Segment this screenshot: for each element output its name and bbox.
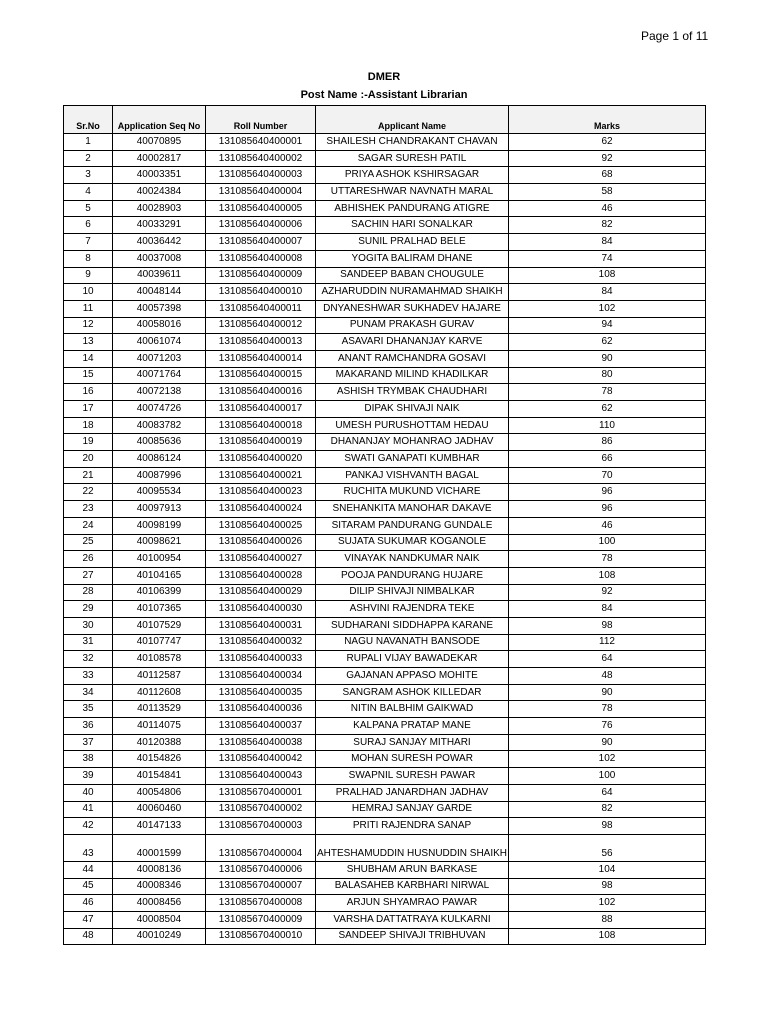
cell-applicant-name: PRITI RAJENDRA SANAP bbox=[316, 818, 509, 835]
cell-marks: 90 bbox=[509, 684, 706, 701]
cell-applicant-name: DNYANESHWAR SUKHADEV HAJARE bbox=[316, 300, 509, 317]
cell-sr-no: 1 bbox=[64, 134, 113, 151]
cell-marks: 48 bbox=[509, 668, 706, 685]
table-row bbox=[64, 818, 706, 835]
cell-marks: 78 bbox=[509, 384, 706, 401]
document-subtitle: Post Name :-Assistant Librarian bbox=[300, 89, 468, 101]
cell-applicant-name: ANANT RAMCHANDRA GOSAVI bbox=[316, 350, 509, 367]
cell-applicant-name: DIPAK SHIVAJI NAIK bbox=[316, 401, 509, 418]
cell-applicant-name: ABHISHEK PANDURANG ATIGRE bbox=[316, 200, 509, 217]
cell-sr-no: 6 bbox=[64, 217, 113, 234]
cell-application-seq-no: 40112587 bbox=[113, 668, 206, 685]
cell-marks: 98 bbox=[509, 818, 706, 835]
cell-application-seq-no: 40098621 bbox=[113, 534, 206, 551]
cell-application-seq-no: 40106399 bbox=[113, 584, 206, 601]
cell-application-seq-no: 40108578 bbox=[113, 651, 206, 668]
cell-roll-number: 131085640400042 bbox=[206, 751, 316, 768]
cell-marks: 108 bbox=[509, 267, 706, 284]
cell-applicant-name: HEMRAJ SANJAY GARDE bbox=[316, 801, 509, 818]
cell-sr-no: 38 bbox=[64, 751, 113, 768]
cell-application-seq-no: 40039611 bbox=[113, 267, 206, 284]
table-row bbox=[64, 451, 706, 468]
cell-sr-no: 41 bbox=[64, 801, 113, 818]
table-row bbox=[64, 895, 706, 912]
cell-roll-number: 131085640400011 bbox=[206, 300, 316, 317]
cell-marks: 84 bbox=[509, 601, 706, 618]
cell-sr-no: 22 bbox=[64, 484, 113, 501]
cell-applicant-name: SANDEEP BABAN CHOUGULE bbox=[316, 267, 509, 284]
cell-sr-no: 39 bbox=[64, 768, 113, 785]
cell-marks: 78 bbox=[509, 551, 706, 568]
cell-marks: 98 bbox=[509, 617, 706, 634]
cell-sr-no: 45 bbox=[64, 878, 113, 895]
table-row bbox=[64, 367, 706, 384]
cell-applicant-name: VINAYAK NANDKUMAR NAIK bbox=[316, 551, 509, 568]
table-row bbox=[64, 300, 706, 317]
cell-sr-no: 31 bbox=[64, 634, 113, 651]
cell-sr-no: 29 bbox=[64, 601, 113, 618]
cell-marks: 100 bbox=[509, 768, 706, 785]
cell-roll-number: 131085640400008 bbox=[206, 250, 316, 267]
table-row bbox=[64, 534, 706, 551]
cell-roll-number: 131085640400003 bbox=[206, 167, 316, 184]
cell-applicant-name: UTTARESHWAR NAVNATH MARAL bbox=[316, 184, 509, 201]
cell-applicant-name: RUCHITA MUKUND VICHARE bbox=[316, 484, 509, 501]
col-header-roll-number: Roll Number bbox=[206, 106, 316, 134]
cell-sr-no: 25 bbox=[64, 534, 113, 551]
cell-marks: 102 bbox=[509, 300, 706, 317]
cell-marks: 108 bbox=[509, 567, 706, 584]
cell-application-seq-no: 40113529 bbox=[113, 701, 206, 718]
cell-application-seq-no: 40154841 bbox=[113, 768, 206, 785]
cell-marks: 108 bbox=[509, 928, 706, 945]
cell-marks: 96 bbox=[509, 501, 706, 518]
cell-applicant-name: RUPALI VIJAY BAWADEKAR bbox=[316, 651, 509, 668]
cell-sr-no: 21 bbox=[64, 467, 113, 484]
table-row bbox=[64, 751, 706, 768]
cell-applicant-name: SURAJ SANJAY MITHARI bbox=[316, 734, 509, 751]
cell-roll-number: 131085640400007 bbox=[206, 234, 316, 251]
cell-roll-number: 131085640400021 bbox=[206, 467, 316, 484]
cell-marks: 102 bbox=[509, 895, 706, 912]
cell-marks: 92 bbox=[509, 150, 706, 167]
table-row bbox=[64, 150, 706, 167]
cell-sr-no: 15 bbox=[64, 367, 113, 384]
cell-roll-number: 131085640400038 bbox=[206, 734, 316, 751]
cell-applicant-name: SANDEEP SHIVAJI TRIBHUVAN bbox=[316, 928, 509, 945]
cell-applicant-name: ASHISH TRYMBAK CHAUDHARI bbox=[316, 384, 509, 401]
cell-applicant-name: ARJUN SHYAMRAO PAWAR bbox=[316, 895, 509, 912]
cell-application-seq-no: 40074726 bbox=[113, 401, 206, 418]
cell-application-seq-no: 40010249 bbox=[113, 928, 206, 945]
table-row bbox=[64, 134, 706, 151]
cell-application-seq-no: 40008456 bbox=[113, 895, 206, 912]
cell-application-seq-no: 40072138 bbox=[113, 384, 206, 401]
cell-sr-no: 8 bbox=[64, 250, 113, 267]
cell-application-seq-no: 40114075 bbox=[113, 718, 206, 735]
cell-sr-no: 40 bbox=[64, 784, 113, 801]
table-row bbox=[64, 501, 706, 518]
cell-sr-no: 17 bbox=[64, 401, 113, 418]
cell-roll-number: 131085640400012 bbox=[206, 317, 316, 334]
table-row bbox=[64, 184, 706, 201]
table-header-row bbox=[64, 106, 706, 134]
cell-application-seq-no: 40107365 bbox=[113, 601, 206, 618]
cell-applicant-name: DHANANJAY MOHANRAO JADHAV bbox=[316, 434, 509, 451]
cell-roll-number: 131085670400009 bbox=[206, 911, 316, 928]
cell-application-seq-no: 40002817 bbox=[113, 150, 206, 167]
table-row bbox=[64, 267, 706, 284]
col-header-applicant-name: Applicant Name bbox=[316, 106, 509, 134]
cell-application-seq-no: 40008136 bbox=[113, 861, 206, 878]
cell-sr-no: 3 bbox=[64, 167, 113, 184]
cell-applicant-name: UMESH PURUSHOTTAM HEDAU bbox=[316, 417, 509, 434]
results-table bbox=[63, 105, 706, 945]
cell-marks: 94 bbox=[509, 317, 706, 334]
cell-marks: 76 bbox=[509, 718, 706, 735]
cell-applicant-name: SITARAM PANDURANG GUNDALE bbox=[316, 517, 509, 534]
cell-applicant-name: SUDHARANI SIDDHAPPA KARANE bbox=[316, 617, 509, 634]
cell-marks: 84 bbox=[509, 284, 706, 301]
cell-marks: 90 bbox=[509, 350, 706, 367]
cell-sr-no: 9 bbox=[64, 267, 113, 284]
cell-roll-number: 131085640400030 bbox=[206, 601, 316, 618]
cell-application-seq-no: 40120388 bbox=[113, 734, 206, 751]
table-row bbox=[64, 217, 706, 234]
cell-marks: 70 bbox=[509, 467, 706, 484]
cell-sr-no: 35 bbox=[64, 701, 113, 718]
table-row bbox=[64, 234, 706, 251]
cell-sr-no: 5 bbox=[64, 200, 113, 217]
cell-applicant-name: NAGU NAVANATH BANSODE bbox=[316, 634, 509, 651]
cell-roll-number: 131085670400006 bbox=[206, 861, 316, 878]
table-row bbox=[64, 401, 706, 418]
cell-roll-number: 131085640400043 bbox=[206, 768, 316, 785]
cell-sr-no: 18 bbox=[64, 417, 113, 434]
table-row bbox=[64, 784, 706, 801]
table-row bbox=[64, 617, 706, 634]
table-row bbox=[64, 517, 706, 534]
cell-application-seq-no: 40028903 bbox=[113, 200, 206, 217]
cell-applicant-name: VARSHA DATTATRAYA KULKARNI bbox=[316, 911, 509, 928]
cell-roll-number: 131085670400007 bbox=[206, 878, 316, 895]
cell-applicant-name: PRALHAD JANARDHAN JADHAV bbox=[316, 784, 509, 801]
table-row bbox=[64, 928, 706, 945]
cell-applicant-name: ASAVARI DHANANJAY KARVE bbox=[316, 334, 509, 351]
table-row bbox=[64, 434, 706, 451]
cell-applicant-name: AHTESHAMUDDIN HUSNUDDIN SHAIKH bbox=[316, 834, 509, 861]
col-header-marks: Marks bbox=[509, 106, 706, 134]
cell-roll-number: 131085640400001 bbox=[206, 134, 316, 151]
cell-marks: 102 bbox=[509, 751, 706, 768]
cell-application-seq-no: 40008504 bbox=[113, 911, 206, 928]
cell-sr-no: 24 bbox=[64, 517, 113, 534]
document-title: DMER bbox=[367, 71, 401, 83]
table-row bbox=[64, 417, 706, 434]
cell-roll-number: 131085640400010 bbox=[206, 284, 316, 301]
cell-marks: 74 bbox=[509, 250, 706, 267]
cell-applicant-name: SUNIL PRALHAD BELE bbox=[316, 234, 509, 251]
cell-sr-no: 46 bbox=[64, 895, 113, 912]
cell-marks: 46 bbox=[509, 200, 706, 217]
cell-sr-no: 23 bbox=[64, 501, 113, 518]
cell-applicant-name: NITIN BALBHIM GAIKWAD bbox=[316, 701, 509, 718]
table-row bbox=[64, 284, 706, 301]
table-row bbox=[64, 467, 706, 484]
table-row bbox=[64, 334, 706, 351]
cell-application-seq-no: 40085636 bbox=[113, 434, 206, 451]
cell-applicant-name: SAGAR SURESH PATIL bbox=[316, 150, 509, 167]
cell-applicant-name: YOGITA BALIRAM DHANE bbox=[316, 250, 509, 267]
cell-application-seq-no: 40098199 bbox=[113, 517, 206, 534]
cell-applicant-name: PANKAJ VISHVANTH BAGAL bbox=[316, 467, 509, 484]
table-row bbox=[64, 200, 706, 217]
cell-sr-no: 32 bbox=[64, 651, 113, 668]
cell-application-seq-no: 40001599 bbox=[113, 834, 206, 861]
cell-application-seq-no: 40071764 bbox=[113, 367, 206, 384]
cell-application-seq-no: 40087996 bbox=[113, 467, 206, 484]
table-row bbox=[64, 584, 706, 601]
cell-application-seq-no: 40037008 bbox=[113, 250, 206, 267]
cell-applicant-name: SWATI GANAPATI KUMBHAR bbox=[316, 451, 509, 468]
table-row bbox=[64, 701, 706, 718]
cell-roll-number: 131085670400003 bbox=[206, 818, 316, 835]
table-row bbox=[64, 601, 706, 618]
table-row bbox=[64, 634, 706, 651]
cell-application-seq-no: 40024384 bbox=[113, 184, 206, 201]
cell-applicant-name: SHAILESH CHANDRAKANT CHAVAN bbox=[316, 134, 509, 151]
cell-application-seq-no: 40061074 bbox=[113, 334, 206, 351]
cell-sr-no: 37 bbox=[64, 734, 113, 751]
cell-roll-number: 131085640400014 bbox=[206, 350, 316, 367]
cell-application-seq-no: 40008346 bbox=[113, 878, 206, 895]
cell-application-seq-no: 40071203 bbox=[113, 350, 206, 367]
table-row bbox=[64, 861, 706, 878]
table-row bbox=[64, 567, 706, 584]
table-row bbox=[64, 250, 706, 267]
table-row bbox=[64, 350, 706, 367]
cell-applicant-name: AZHARUDDIN NURAMAHMAD SHAIKH bbox=[316, 284, 509, 301]
cell-sr-no: 26 bbox=[64, 551, 113, 568]
cell-roll-number: 131085640400020 bbox=[206, 451, 316, 468]
cell-sr-no: 47 bbox=[64, 911, 113, 928]
cell-applicant-name: MAKARAND MILIND KHADILKAR bbox=[316, 367, 509, 384]
cell-roll-number: 131085640400035 bbox=[206, 684, 316, 701]
table-row bbox=[64, 734, 706, 751]
cell-marks: 64 bbox=[509, 784, 706, 801]
cell-application-seq-no: 40154826 bbox=[113, 751, 206, 768]
cell-application-seq-no: 40060460 bbox=[113, 801, 206, 818]
cell-roll-number: 131085640400028 bbox=[206, 567, 316, 584]
cell-roll-number: 131085640400006 bbox=[206, 217, 316, 234]
table-row bbox=[64, 801, 706, 818]
cell-application-seq-no: 40036442 bbox=[113, 234, 206, 251]
cell-application-seq-no: 40054806 bbox=[113, 784, 206, 801]
cell-sr-no: 27 bbox=[64, 567, 113, 584]
cell-roll-number: 131085640400018 bbox=[206, 417, 316, 434]
cell-roll-number: 131085640400034 bbox=[206, 668, 316, 685]
cell-sr-no: 30 bbox=[64, 617, 113, 634]
cell-marks: 58 bbox=[509, 184, 706, 201]
cell-applicant-name: SHUBHAM ARUN BARKASE bbox=[316, 861, 509, 878]
cell-applicant-name: SUJATA SUKUMAR KOGANOLE bbox=[316, 534, 509, 551]
cell-roll-number: 131085640400002 bbox=[206, 150, 316, 167]
cell-applicant-name: KALPANA PRATAP MANE bbox=[316, 718, 509, 735]
cell-roll-number: 131085640400025 bbox=[206, 517, 316, 534]
cell-sr-no: 34 bbox=[64, 684, 113, 701]
cell-sr-no: 12 bbox=[64, 317, 113, 334]
cell-roll-number: 131085640400031 bbox=[206, 617, 316, 634]
cell-roll-number: 131085640400024 bbox=[206, 501, 316, 518]
cell-roll-number: 131085640400009 bbox=[206, 267, 316, 284]
cell-sr-no: 20 bbox=[64, 451, 113, 468]
cell-marks: 84 bbox=[509, 234, 706, 251]
cell-application-seq-no: 40107529 bbox=[113, 617, 206, 634]
cell-marks: 78 bbox=[509, 701, 706, 718]
cell-roll-number: 131085640400017 bbox=[206, 401, 316, 418]
cell-sr-no: 44 bbox=[64, 861, 113, 878]
cell-applicant-name: PRIYA ASHOK KSHIRSAGAR bbox=[316, 167, 509, 184]
cell-marks: 90 bbox=[509, 734, 706, 751]
cell-roll-number: 131085640400032 bbox=[206, 634, 316, 651]
cell-marks: 82 bbox=[509, 801, 706, 818]
cell-sr-no: 4 bbox=[64, 184, 113, 201]
cell-sr-no: 7 bbox=[64, 234, 113, 251]
table-row bbox=[64, 911, 706, 928]
cell-roll-number: 131085670400001 bbox=[206, 784, 316, 801]
table-row bbox=[64, 551, 706, 568]
cell-sr-no: 11 bbox=[64, 300, 113, 317]
cell-roll-number: 131085640400027 bbox=[206, 551, 316, 568]
cell-sr-no: 13 bbox=[64, 334, 113, 351]
cell-application-seq-no: 40033291 bbox=[113, 217, 206, 234]
cell-application-seq-no: 40104165 bbox=[113, 567, 206, 584]
cell-roll-number: 131085640400016 bbox=[206, 384, 316, 401]
table-row bbox=[64, 668, 706, 685]
cell-application-seq-no: 40058016 bbox=[113, 317, 206, 334]
cell-marks: 62 bbox=[509, 334, 706, 351]
cell-marks: 66 bbox=[509, 451, 706, 468]
cell-roll-number: 131085670400002 bbox=[206, 801, 316, 818]
table-row bbox=[64, 651, 706, 668]
cell-marks: 82 bbox=[509, 217, 706, 234]
table-row bbox=[64, 878, 706, 895]
cell-roll-number: 131085640400005 bbox=[206, 200, 316, 217]
cell-marks: 62 bbox=[509, 401, 706, 418]
table-row bbox=[64, 167, 706, 184]
cell-roll-number: 131085670400004 bbox=[206, 834, 316, 861]
cell-applicant-name: SWAPNIL SURESH PAWAR bbox=[316, 768, 509, 785]
cell-marks: 110 bbox=[509, 417, 706, 434]
cell-marks: 96 bbox=[509, 484, 706, 501]
table-row bbox=[64, 384, 706, 401]
cell-marks: 88 bbox=[509, 911, 706, 928]
cell-roll-number: 131085640400029 bbox=[206, 584, 316, 601]
cell-marks: 104 bbox=[509, 861, 706, 878]
cell-roll-number: 131085640400013 bbox=[206, 334, 316, 351]
cell-marks: 100 bbox=[509, 534, 706, 551]
cell-application-seq-no: 40057398 bbox=[113, 300, 206, 317]
cell-roll-number: 131085640400033 bbox=[206, 651, 316, 668]
cell-sr-no: 36 bbox=[64, 718, 113, 735]
cell-roll-number: 131085670400008 bbox=[206, 895, 316, 912]
cell-marks: 46 bbox=[509, 517, 706, 534]
cell-applicant-name: SANGRAM ASHOK KILLEDAR bbox=[316, 684, 509, 701]
cell-sr-no: 14 bbox=[64, 350, 113, 367]
cell-application-seq-no: 40097913 bbox=[113, 501, 206, 518]
cell-sr-no: 42 bbox=[64, 818, 113, 835]
cell-roll-number: 131085640400019 bbox=[206, 434, 316, 451]
cell-applicant-name: POOJA PANDURANG HUJARE bbox=[316, 567, 509, 584]
table-row bbox=[64, 718, 706, 735]
cell-marks: 56 bbox=[509, 834, 706, 861]
cell-sr-no: 10 bbox=[64, 284, 113, 301]
cell-applicant-name: GAJANAN APPASO MOHITE bbox=[316, 668, 509, 685]
cell-applicant-name: DILIP SHIVAJI NIMBALKAR bbox=[316, 584, 509, 601]
cell-applicant-name: PUNAM PRAKASH GURAV bbox=[316, 317, 509, 334]
cell-marks: 68 bbox=[509, 167, 706, 184]
cell-marks: 92 bbox=[509, 584, 706, 601]
cell-sr-no: 33 bbox=[64, 668, 113, 685]
cell-applicant-name: BALASAHEB KARBHARI NIRWAL bbox=[316, 878, 509, 895]
cell-marks: 86 bbox=[509, 434, 706, 451]
cell-roll-number: 131085640400004 bbox=[206, 184, 316, 201]
cell-sr-no: 2 bbox=[64, 150, 113, 167]
cell-marks: 98 bbox=[509, 878, 706, 895]
col-header-sr-no: Sr.No bbox=[64, 106, 113, 134]
cell-marks: 80 bbox=[509, 367, 706, 384]
cell-application-seq-no: 40107747 bbox=[113, 634, 206, 651]
cell-applicant-name: MOHAN SURESH POWAR bbox=[316, 751, 509, 768]
cell-application-seq-no: 40095534 bbox=[113, 484, 206, 501]
col-header-application-seq-no: Application Seq No bbox=[113, 106, 206, 134]
cell-roll-number: 131085640400036 bbox=[206, 701, 316, 718]
cell-applicant-name: ASHVINI RAJENDRA TEKE bbox=[316, 601, 509, 618]
cell-applicant-name: SACHIN HARI SONALKAR bbox=[316, 217, 509, 234]
table-row bbox=[64, 317, 706, 334]
cell-roll-number: 131085640400037 bbox=[206, 718, 316, 735]
cell-application-seq-no: 40070895 bbox=[113, 134, 206, 151]
cell-sr-no: 43 bbox=[64, 834, 113, 861]
table-row bbox=[64, 834, 706, 861]
table-row bbox=[64, 768, 706, 785]
page-number: Page 1 of 11 bbox=[641, 29, 709, 43]
cell-roll-number: 131085670400010 bbox=[206, 928, 316, 945]
cell-application-seq-no: 40086124 bbox=[113, 451, 206, 468]
cell-sr-no: 28 bbox=[64, 584, 113, 601]
cell-marks: 112 bbox=[509, 634, 706, 651]
cell-application-seq-no: 40112608 bbox=[113, 684, 206, 701]
cell-roll-number: 131085640400023 bbox=[206, 484, 316, 501]
cell-sr-no: 48 bbox=[64, 928, 113, 945]
cell-application-seq-no: 40003351 bbox=[113, 167, 206, 184]
cell-application-seq-no: 40100954 bbox=[113, 551, 206, 568]
table-row bbox=[64, 684, 706, 701]
cell-application-seq-no: 40048144 bbox=[113, 284, 206, 301]
cell-roll-number: 131085640400026 bbox=[206, 534, 316, 551]
cell-marks: 62 bbox=[509, 134, 706, 151]
table-row bbox=[64, 484, 706, 501]
cell-application-seq-no: 40147133 bbox=[113, 818, 206, 835]
cell-sr-no: 16 bbox=[64, 384, 113, 401]
cell-applicant-name: SNEHANKITA MANOHAR DAKAVE bbox=[316, 501, 509, 518]
cell-marks: 64 bbox=[509, 651, 706, 668]
cell-roll-number: 131085640400015 bbox=[206, 367, 316, 384]
cell-sr-no: 19 bbox=[64, 434, 113, 451]
cell-application-seq-no: 40083782 bbox=[113, 417, 206, 434]
